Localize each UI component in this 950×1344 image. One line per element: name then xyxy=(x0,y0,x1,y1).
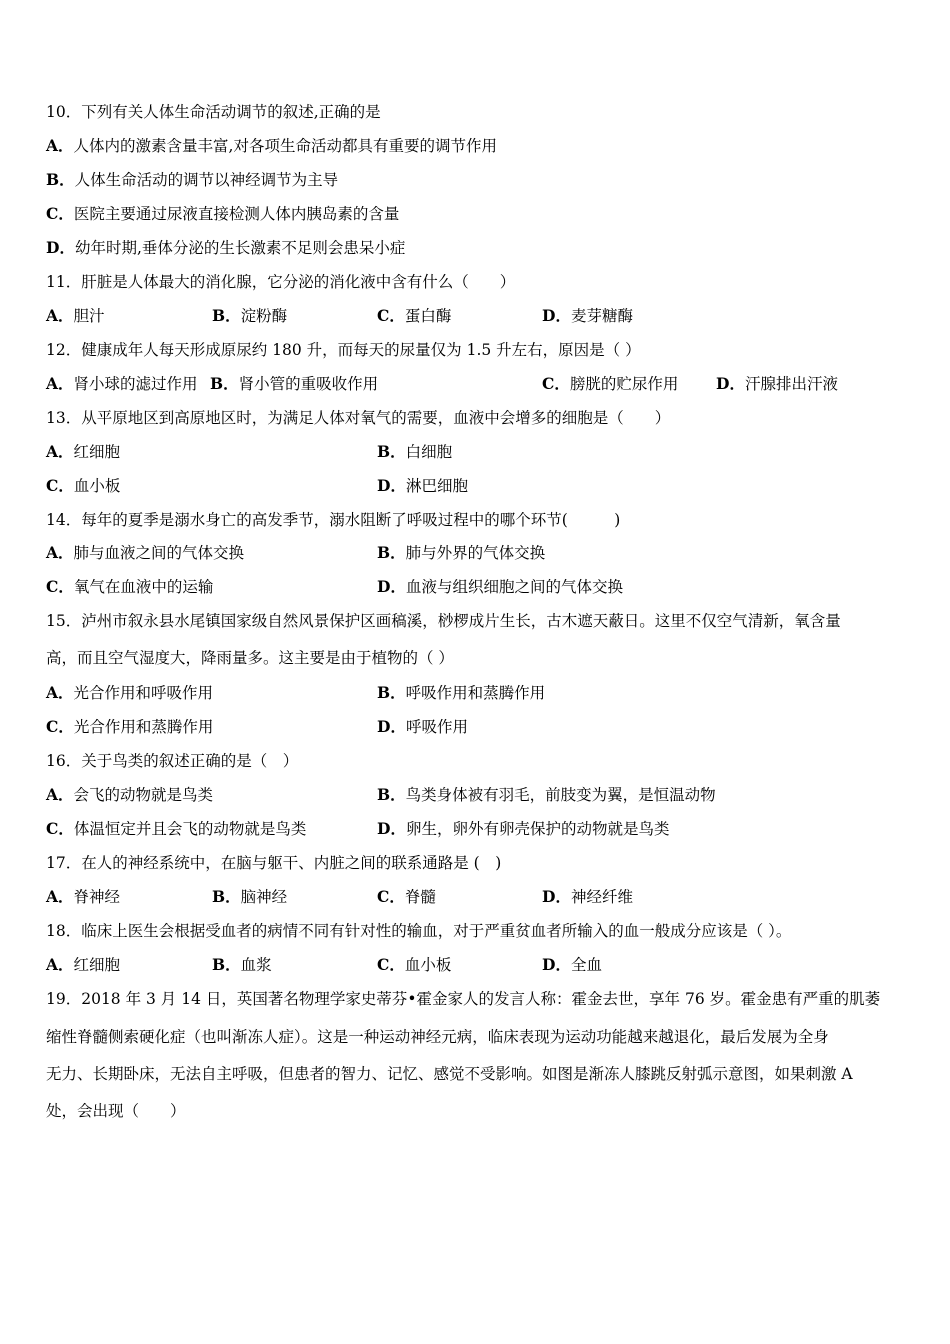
question-14-option-a: A．肺与血液之间的气体交换 xyxy=(46,543,245,562)
question-17-stem: 17．在人的神经系统中，在脑与躯干、内脏之间的联系通路是 ( ) xyxy=(46,854,502,872)
question-11-option-c: C．蛋白酶 xyxy=(377,306,452,325)
question-18-option-c: C．血小板 xyxy=(377,955,452,974)
question-12-stem: 12．健康成年人每天形成原尿约 180 升，而每天的尿量仅为 1.5 升左右，原因是（ ） xyxy=(46,341,641,359)
question-15-option-b: B．呼吸作用和蒸腾作用 xyxy=(377,683,546,702)
question-13-stem: 13．从平原地区到高原地区时，为满足人体对氧气的需要，血液中会增多的细胞是（ ） xyxy=(46,409,671,427)
question-14-option-c: C．氧气在血液中的运输 xyxy=(46,577,214,596)
question-11-stem: 11．肝脏是人体最大的消化腺，它分泌的消化液中含有什么（ ） xyxy=(46,273,516,291)
question-10-option-a: A．人体内的激素含量丰富,对各项生命活动都具有重要的调节作用 xyxy=(46,136,497,155)
question-19-stem-line1: 19．2018 年 3 月 14 日，英国著名物理学家史蒂芬•霍金家人的发言人称：霍金去世，享年 76 岁。霍金患有严重的肌萎 xyxy=(46,990,881,1008)
question-11-option-d: D．麦芽糖酶 xyxy=(542,306,633,325)
question-17-option-d: D．神经纤维 xyxy=(542,887,633,906)
question-14-option-b: B．肺与外界的气体交换 xyxy=(377,543,546,562)
question-12-option-b: B．肾小管的重吸收作用 xyxy=(210,374,379,393)
question-12-option-a: A．肾小球的滤过作用 xyxy=(46,374,198,393)
question-18-option-a: A．红细胞 xyxy=(46,955,121,974)
question-13-option-c: C．血小板 xyxy=(46,476,121,495)
question-13-option-a: A．红细胞 xyxy=(46,442,121,461)
question-15-stem-line2: 高，而且空气湿度大，降雨量多。这主要是由于植物的（ ） xyxy=(46,649,454,667)
question-15-stem-line1: 15．泸州市叙永县水尾镇国家级自然风景保护区画稿溪，桫椤成片生长，古木遮天蔽日。这里不仅空气清新，氧含量 xyxy=(46,612,841,630)
question-15-option-c: C．光合作用和蒸腾作用 xyxy=(46,717,214,736)
question-12-option-c: C．膀胱的贮尿作用 xyxy=(542,374,679,393)
question-10-option-b: B．人体生命活动的调节以神经调节为主导 xyxy=(46,170,339,189)
question-18-option-b: B．血浆 xyxy=(212,955,272,974)
question-16-stem: 16．关于鸟类的叙述正确的是（ ） xyxy=(46,752,299,770)
question-11-option-b: B．淀粉酶 xyxy=(212,306,288,325)
question-11-option-a: A．胆汁 xyxy=(46,306,105,325)
question-13-option-b: B．白细胞 xyxy=(377,442,453,461)
question-17-option-a: A．脊神经 xyxy=(46,887,121,906)
question-14-stem: 14．每年的夏季是溺水身亡的高发季节，溺水阻断了呼吸过程中的哪个环节( ) xyxy=(46,511,621,529)
question-16-option-b: B．鸟类身体被有羽毛，前肢变为翼，是恒温动物 xyxy=(377,785,716,804)
question-12-option-d: D．汗腺排出汗液 xyxy=(716,374,838,393)
question-16-option-a: A．会飞的动物就是鸟类 xyxy=(46,785,214,804)
question-10-option-c: C．医院主要通过尿液直接检测人体内胰岛素的含量 xyxy=(46,204,400,223)
question-18-option-d: D．全血 xyxy=(542,955,602,974)
question-19-stem-line2: 缩性脊髓侧索硬化症（也叫渐冻人症）。这是一种运动神经元病，临床表现为运动功能越来越退化，最后发展为全身 xyxy=(46,1028,829,1046)
question-15-option-a: A．光合作用和呼吸作用 xyxy=(46,683,214,702)
question-16-option-d: D．卵生，卵外有卵壳保护的动物就是鸟类 xyxy=(377,819,670,838)
question-14-option-d: D．血液与组织细胞之间的气体交换 xyxy=(377,577,623,596)
question-17-option-c: C．脊髓 xyxy=(377,887,436,906)
question-19-stem-line3: 无力、长期卧床，无法自主呼吸，但患者的智力、记忆、感觉不受影响。如图是渐冻人膝跳反射弧示意图，如果刺激 A xyxy=(46,1065,853,1083)
question-13-option-d: D．淋巴细胞 xyxy=(377,476,468,495)
question-18-stem: 18．临床上医生会根据受血者的病情不同有针对性的输血，对于严重贫血者所输入的血一般成分应该是（ ）。 xyxy=(46,922,792,940)
question-19-stem-line4: 处，会出现（ ） xyxy=(46,1102,186,1120)
question-10-stem: 10．下列有关人体生命活动调节的叙述,正确的是 xyxy=(46,103,381,121)
question-15-option-d: D．呼吸作用 xyxy=(377,717,468,736)
question-17-option-b: B．脑神经 xyxy=(212,887,288,906)
question-16-option-c: C．体温恒定并且会飞的动物就是鸟类 xyxy=(46,819,307,838)
question-10-option-d: D．幼年时期,垂体分泌的生长激素不足则会患呆小症 xyxy=(46,238,406,257)
